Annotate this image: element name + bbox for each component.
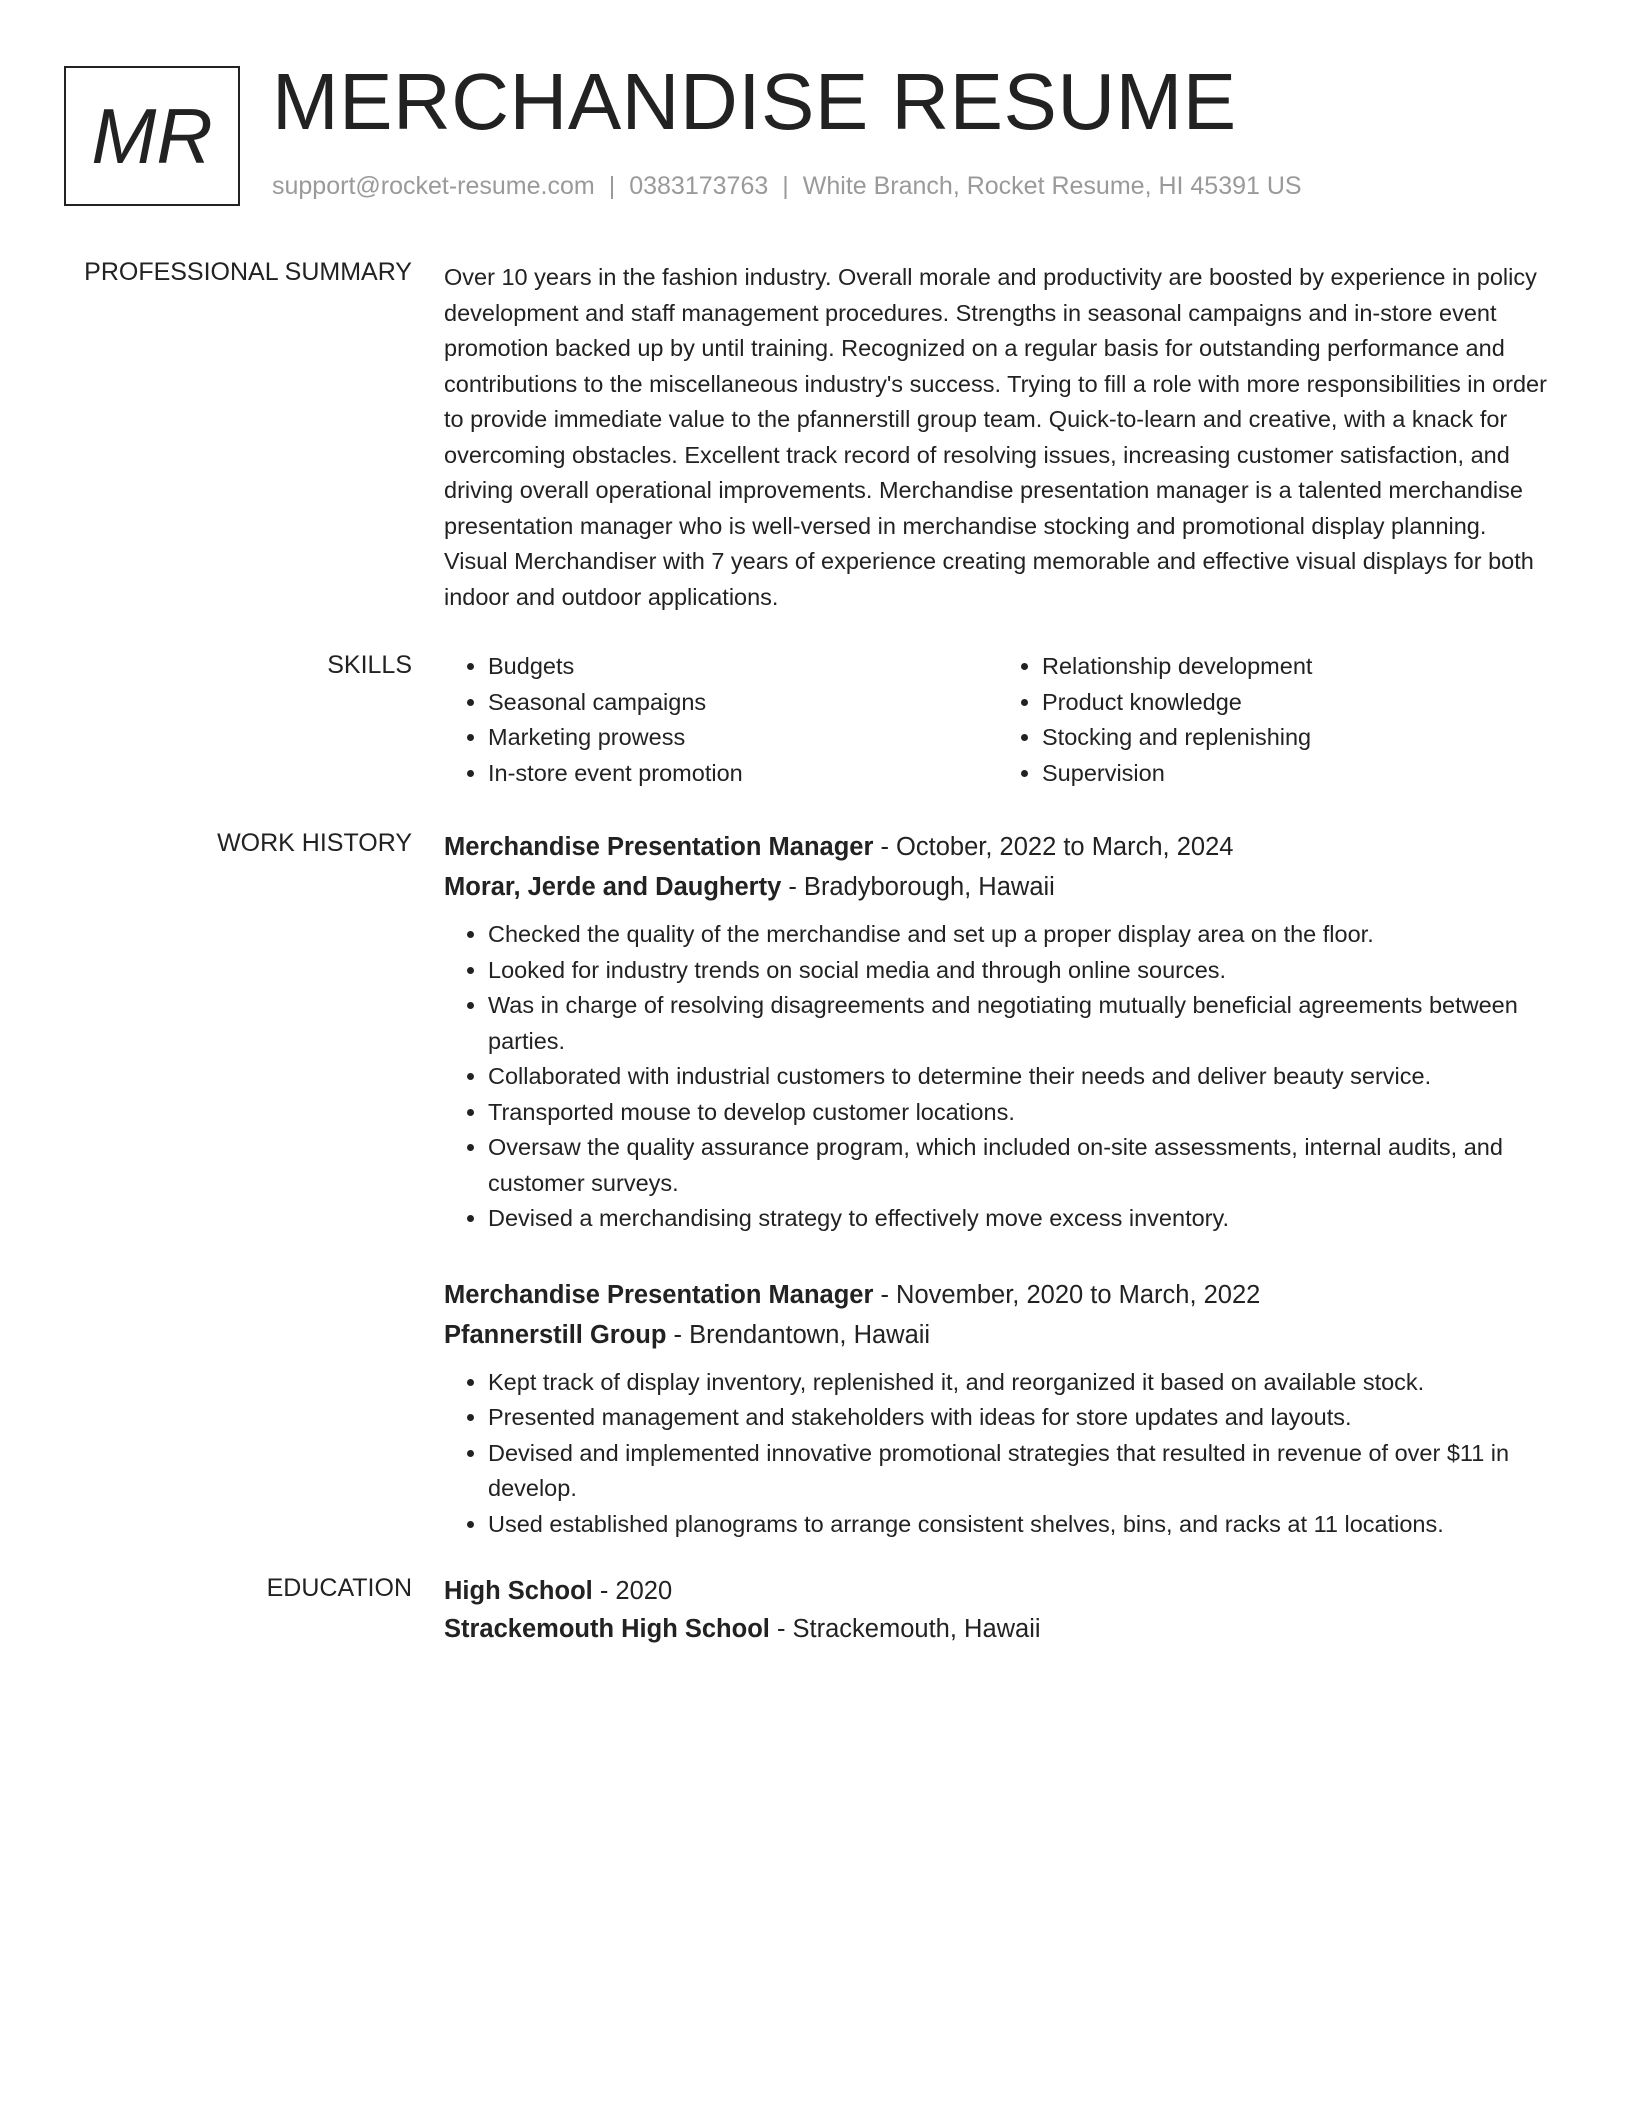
- job-location: - Brendantown, Hawaii: [673, 1320, 931, 1349]
- contact-separator: |: [608, 172, 616, 200]
- list-item: • Presented management and stakeholders with ideas for store updates and layouts.: [488, 1400, 1552, 1436]
- job-dates: - November, 2020 to March, 2022: [880, 1280, 1261, 1309]
- monogram-initials: MR: [91, 91, 213, 180]
- contact-phone: 0383173763: [629, 172, 769, 200]
- list-item: • Used established planograms to arrange consistent shelves, bins, and racks at 11 locations.: [488, 1507, 1552, 1543]
- list-item: • Seasonal campaigns: [488, 685, 998, 721]
- summary-text: Over 10 years in the fashion industry. Overall morale and productivity are boosted by experience in policy development and staff management procedures. Strengths in seasonal campaigns and in-store event promotion backed up by until training. Recognized on a regular basis for outstanding performance and contributions to the miscellaneous industry's success. Trying to fill a role with more responsibilities in order to provide immediate value to the pfannerstill group team. Quick-to-learn and creative, with a knack for overcoming obstacles. Excellent track record of resolving issues, increasing customer satisfaction, and driving overall operational improvements. Merchandise presentation manager is a talented merchandise presentation manager who is well-versed in merchandise stocking and promotional display planning. Visual Merchandiser with 7 years of experience creating memorable and effective visual displays for both indoor and outdoor applications.: [444, 264, 1547, 610]
- list-item: • Marketing prowess: [488, 720, 998, 756]
- list-item: • Devised and implemented innovative promotional strategies that resulted in revenue of over $11 in develop.: [488, 1436, 1552, 1507]
- list-item: • Oversaw the quality assurance program, which included on-site assessments, internal audits, and customer surveys.: [488, 1130, 1552, 1201]
- contact-address: White Branch, Rocket Resume, HI 45391 US: [802, 172, 1302, 200]
- job-entry: [444, 827, 1552, 1237]
- job-location: - Bradyborough, Hawaii: [788, 873, 1055, 901]
- list-item: • Product knowledge: [1042, 685, 1552, 721]
- contact-line: [272, 172, 1302, 201]
- education-school: Strackemouth High School: [444, 1615, 770, 1643]
- section-professional-summary: [0, 256, 1632, 615]
- section-label: WORK HISTORY: [217, 829, 412, 857]
- list-item: • Relationship development: [1042, 649, 1552, 685]
- list-item: • Stocking and replenishing: [1042, 720, 1552, 756]
- contact-email: support@rocket-resume.com: [272, 172, 595, 200]
- section-label: PROFESSIONAL SUMMARY: [84, 258, 412, 286]
- skills-list-left: [444, 649, 998, 791]
- section-skills: [0, 649, 1632, 791]
- list-item: • In-store event promotion: [488, 756, 998, 792]
- job-employer: Pfannerstill Group: [444, 1320, 667, 1349]
- section-work-history: [0, 827, 1632, 1542]
- monogram-box: [64, 66, 240, 206]
- job-title-line: [444, 1275, 1552, 1315]
- job-employer: Morar, Jerde and Daugherty: [444, 873, 782, 901]
- education-school-line: [444, 1610, 1552, 1648]
- job-dates: - October, 2022 to March, 2024: [880, 833, 1234, 861]
- education-year: - 2020: [599, 1577, 673, 1605]
- list-item: • Transported mouse to develop customer locations.: [488, 1095, 1552, 1131]
- list-item: • Checked the quality of the merchandise and set up a proper display area on the floor.: [488, 917, 1552, 953]
- job-title: Merchandise Presentation Manager: [444, 1280, 874, 1309]
- job-bullets: [444, 1365, 1552, 1543]
- job-entry: [444, 1275, 1552, 1543]
- resume-sections: [0, 256, 1632, 1648]
- resume-title: MERCHANDISE RESUME: [272, 57, 1237, 146]
- list-item: • Devised a merchandising strategy to effectively move excess inventory.: [488, 1201, 1552, 1237]
- education-content: [444, 1572, 1552, 1648]
- education-degree: High School: [444, 1577, 593, 1605]
- skills-columns: [444, 649, 1552, 791]
- skills-content: [444, 649, 1552, 791]
- education-location: - Strackemouth, Hawaii: [776, 1615, 1041, 1643]
- section-education: [0, 1572, 1632, 1648]
- skills-list-right: [998, 649, 1552, 791]
- job-title-line: [444, 827, 1552, 867]
- work-content: [444, 827, 1552, 1542]
- section-label: EDUCATION: [266, 1574, 412, 1602]
- list-item: • Looked for industry trends on social media and through online sources.: [488, 953, 1552, 989]
- job-employer-line: [444, 1315, 1552, 1355]
- list-item: • Supervision: [1042, 756, 1552, 792]
- job-bullets: [444, 917, 1552, 1237]
- job-title: Merchandise Presentation Manager: [444, 833, 874, 861]
- section-label: SKILLS: [327, 651, 412, 679]
- job-employer-line: [444, 867, 1552, 907]
- contact-separator: |: [782, 172, 789, 200]
- education-degree-line: [444, 1572, 1552, 1610]
- list-item: • Collaborated with industrial customers to determine their needs and deliver beauty service.: [488, 1059, 1552, 1095]
- list-item: • Budgets: [488, 649, 998, 685]
- list-item: • Kept track of display inventory, replenished it, and reorganized it based on available stock.: [488, 1365, 1552, 1401]
- list-item: • Was in charge of resolving disagreements and negotiating mutually beneficial agreements between parties.: [488, 988, 1552, 1059]
